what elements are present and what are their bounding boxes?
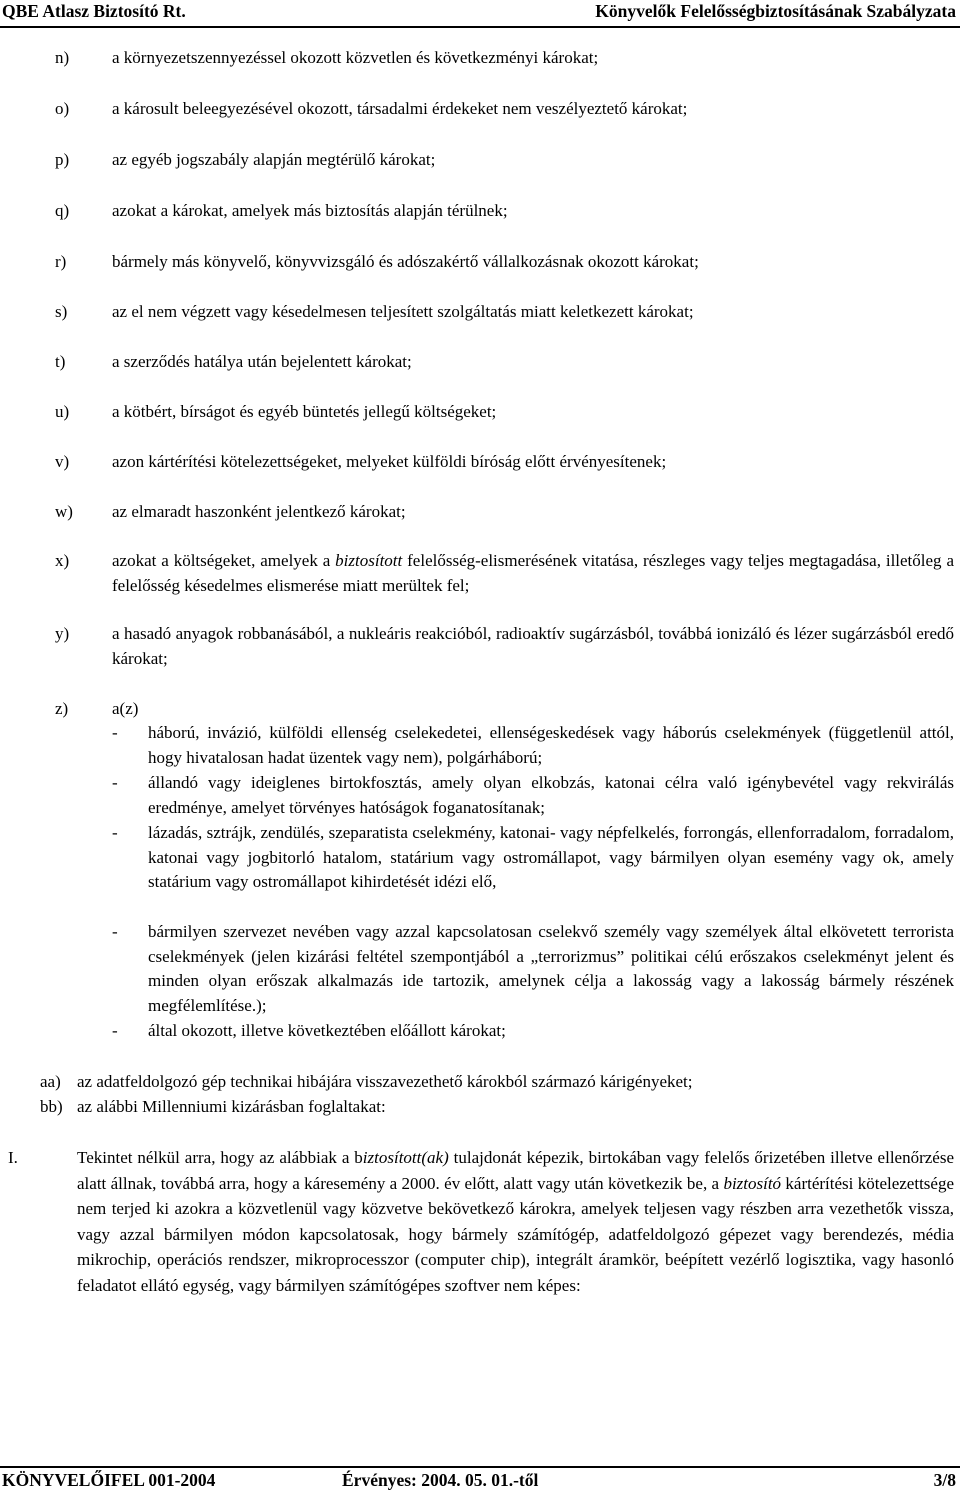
item-text	[112, 549, 954, 598]
item-text: a szerződés hatálya után bejelentett károkat;	[112, 352, 412, 371]
bullet-text: bármilyen szervezet nevében vagy azzal kapcsolatosan cselekvő személy vagy személyek által elkövetett terrorista cselekmények (jelen kizárási feltétel szempontjából a „terrorizmus” politikai célú erőszakos cselekményt jelent és minden olyan erőszak alkalmazás ide tartozik, amelynek célja a lakosság vagy a lakosság bármely részének megfélemlítése.);	[148, 922, 954, 1015]
validity-date: Érvényes: 2004. 05. 01.-től	[342, 1470, 539, 1490]
section-text-part: kártérítési kötelezettsége nem terjed ki azokra a közvetlenül vagy közvetve bekövetkező károkra, amelyek teljesen vagy részben arra vezethetők vissza, vagy azzal bármilyen módon kapcsolatosak, hogy bármely számítógép, adatfeldolgozó gépezet vagy berendezés, média mikrochip, operációs rendszer, mikroprocesszor (computer chip), integrált áramkör, beépített vezérlő logisztika, vagy hasonló feladatot ellátó egység, vagy bármilyen számítógépes szoftver nem képes:	[77, 1173, 955, 1295]
item-label: t)	[55, 352, 66, 371]
bullet-text: háború, invázió, külföldi ellenség cselekedetei, ellenségeskedések vagy háborús cselekmények (függetlenül attól, hogy hivatalosan hadat üzentek vagy nem), polgárháború;	[148, 723, 954, 767]
item-text: azokat a károkat, amelyek más biztosítás alapján térülnek;	[112, 201, 508, 220]
defined-term: biztosított	[335, 551, 403, 570]
item-label: aa)	[40, 1072, 61, 1091]
item-text: az alábbi Millenniumi kizárásban foglaltakat:	[77, 1097, 386, 1116]
section-label: I.	[8, 1148, 18, 1167]
dash-marker: -	[112, 723, 118, 742]
item-text: az egyéb jogszabály alapján megtérülő károkat;	[112, 150, 436, 169]
item-label: q)	[55, 201, 70, 220]
company-name: QBE Atlasz Biztosító Rt.	[2, 1, 186, 21]
document-code: KÖNYVELŐIFEL 001-2004	[2, 1470, 216, 1490]
page-number: 3/8	[933, 1470, 956, 1490]
item-text: a kötbért, bírságot és egyéb büntetés jellegű költségeket;	[112, 402, 497, 421]
item-label: bb)	[40, 1097, 63, 1116]
item-label: s)	[55, 302, 68, 321]
item-label: x)	[55, 551, 70, 570]
page-footer	[0, 1466, 960, 1495]
item-text-part: felelősség-elismerésének vitatása, részleges vagy teljes megtagadása, illetőleg a felelősség késedelmes elismerése miatt merültek fel;	[112, 551, 954, 595]
item-text: az el nem végzett vagy késedelmesen teljesített szolgáltatás miatt keletkezett károkat;	[112, 302, 694, 321]
bullet-text: állandó vagy ideiglenes birtokfosztás, amely olyan elkobzás, katonai célra való igénybevétel vagy rekvirálás eredménye, amelyet törvényes hatóságok foganatosítanak;	[148, 773, 954, 817]
item-label: y)	[55, 624, 70, 643]
item-text: azon kártérítési kötelezettségeket, melyeket külföldi bíróság előtt érvényesítenek;	[112, 452, 667, 471]
dash-marker: -	[112, 922, 118, 941]
bullet-text: által okozott, illetve következtében előállott károkat;	[148, 1021, 506, 1040]
item-label: v)	[55, 452, 70, 471]
item-label: n)	[55, 48, 70, 67]
defined-term: biztosító	[723, 1173, 782, 1193]
item-text: a környezetszennyezéssel okozott közvetlen és következményi károkat;	[112, 48, 599, 67]
item-label: o)	[55, 99, 70, 118]
item-label: u)	[55, 402, 70, 421]
dash-marker: -	[112, 1021, 118, 1040]
section-text	[77, 1145, 954, 1298]
page-header	[0, 0, 960, 28]
item-label: r)	[55, 252, 67, 271]
item-label: w)	[55, 502, 73, 521]
defined-term: iztosított(ak)	[362, 1148, 449, 1167]
item-text: a hasadó anyagok robbanásából, a nukleáris reakcióból, radioaktív sugárzásból, továbbá ionizáló és lézer sugárzásból eredő károkat;	[112, 624, 954, 668]
item-intro: a(z)	[112, 699, 139, 718]
item-text: bármely más könyvelő, könyvvizsgáló és adószakértő vállalkozásnak okozott károkat;	[112, 252, 699, 271]
item-text: az elmaradt haszonként jelentkező károkat;	[112, 502, 406, 521]
item-label: p)	[55, 150, 70, 169]
section-text-part: tulajdonát képezik, birtokában vagy felelős őrizetében illetve ellenőrzése alatt állnak, továbbá arra, hogy a káresemény a 2000. év előtt, alatt vagy után következik be, a	[77, 1148, 954, 1193]
item-label: z)	[55, 699, 69, 718]
item-text-part: azokat a költségeket, amelyek a	[112, 551, 336, 570]
document-title: Könyvelők Felelősségbiztosításának Szabályzata	[595, 1, 956, 21]
dash-marker: -	[112, 773, 118, 792]
dash-marker: -	[112, 823, 118, 842]
bullet-text: lázadás, sztrájk, zendülés, szeparatista cselekmény, katonai- vagy népfelkelés, forrongás, ellenforradalom, forradalom, katonai vagy jogbitorló hatalom, statárium vagy ostromállapot, vagy bármilyen olyan esemény vagy ok, amely statárium vagy ostromállapot kihirdetését idézi elő,	[148, 823, 954, 891]
item-text: a károsult beleegyezésével okozott, társadalmi érdekeket nem veszélyeztető károkat;	[112, 99, 688, 118]
section-text-part: Tekintet nélkül arra, hogy az alábbiak a b	[77, 1148, 363, 1167]
item-text: az adatfeldolgozó gép technikai hibájára visszavezethető károkból származó kárigényeket;	[77, 1072, 693, 1091]
